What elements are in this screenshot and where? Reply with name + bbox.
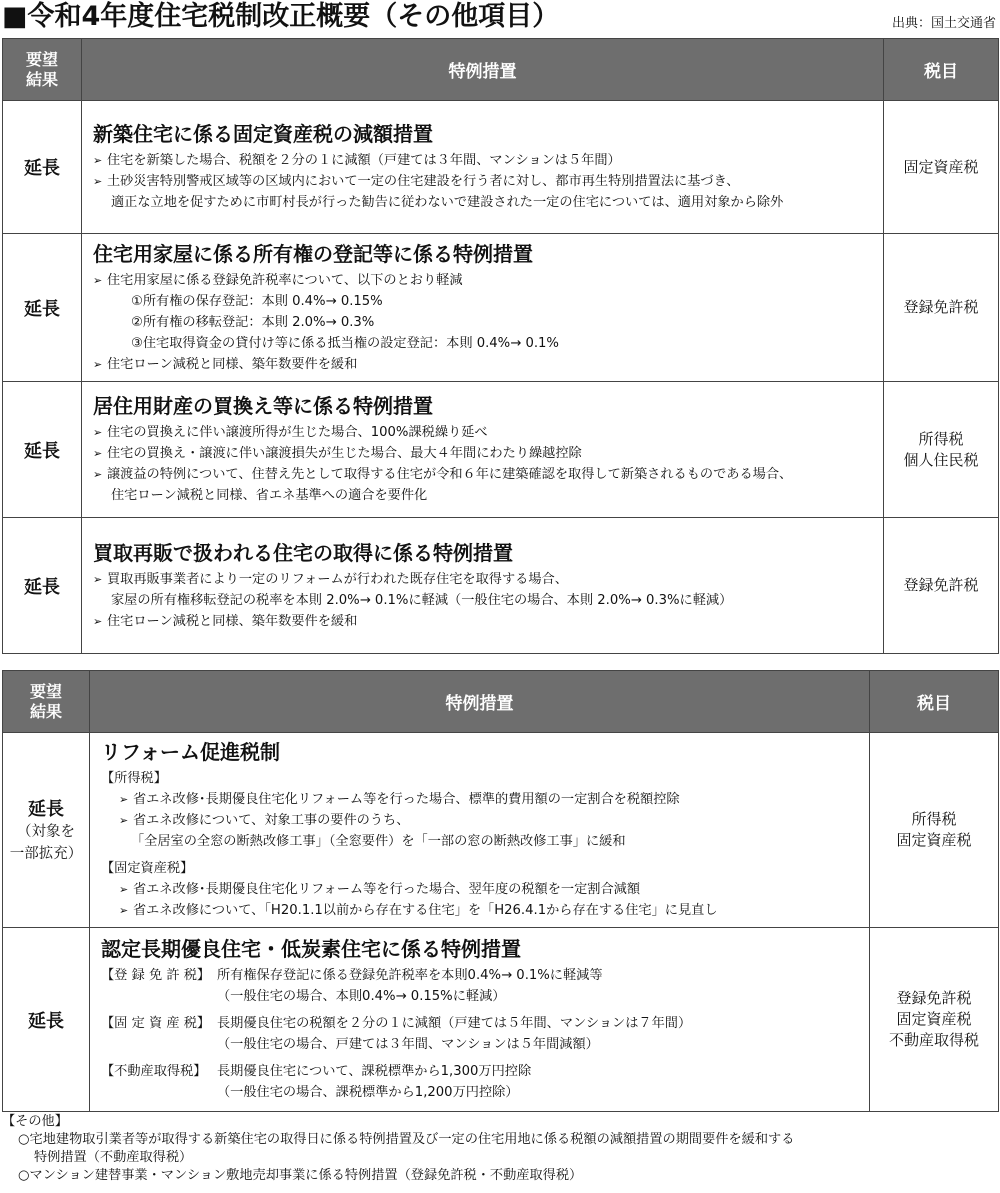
arrow-bullet-icon: ➢ bbox=[119, 904, 129, 917]
measure-title: リフォーム促進税制 bbox=[101, 740, 280, 764]
measure-title: 居住用財産の買換え等に係る特例措置 bbox=[93, 394, 433, 418]
page-title: ■令和4年度住宅税制改正概要（その他項目） bbox=[2, 1, 560, 32]
source-credit: 出典：国土交通省 bbox=[891, 16, 996, 31]
section-tag: 【所得税】 bbox=[101, 771, 167, 786]
measure-cell bbox=[82, 101, 884, 234]
tax-item-tag: 【不動産取得税】 bbox=[101, 1064, 207, 1079]
arrow-bullet-icon: ➢ bbox=[93, 154, 103, 167]
table-other-measures bbox=[2, 670, 999, 1112]
bullet-line: ➢ 住宅の買換え・譲渡に伴い譲渡損失が生じた場合、最大４年間にわたり繰越控除 bbox=[93, 443, 877, 464]
tax-cell: 登録免許税 固定資産税 不動産取得税 bbox=[870, 928, 999, 1112]
table-row bbox=[3, 733, 999, 928]
header-result: 要望 結果 bbox=[3, 671, 90, 733]
result-cell: 延長 bbox=[3, 101, 82, 234]
bullet-line: ➢ 住宅を新築した場合、税額を２分の１に減額（戸建ては３年間、マンションは５年間） bbox=[93, 150, 877, 171]
result-cell: 延長 bbox=[3, 518, 82, 654]
bullet-line: ➢ 省エネ改修について、対象工事の要件のうち、 bbox=[101, 810, 863, 831]
continuation-line: 「全居室の全窓の断熱改修工事」（全窓要件）を「一部の窓の断熱改修工事」に緩和 bbox=[131, 834, 626, 849]
arrow-bullet-icon: ➢ bbox=[119, 814, 129, 827]
result-note: （対象を 一部拡充） bbox=[9, 824, 83, 862]
bullet-line: ➢ 省エネ改修･長期優良住宅化リフォーム等を行った場合、翌年度の税額を一定割合減額 bbox=[101, 879, 863, 900]
sub-line: ③住宅取得資金の貸付け等に係る抵当権の設定登記：本則 0.4%→ 0.1% bbox=[131, 335, 559, 351]
arrow-bullet-icon: ➢ bbox=[93, 572, 103, 586]
arrow-bullet-icon: ➢ bbox=[93, 468, 103, 481]
arrow-bullet-icon: ➢ bbox=[93, 614, 103, 628]
table-header-row bbox=[3, 671, 999, 733]
sub-line: ②所有権の移転登記：本則 2.0%→ 0.3% bbox=[131, 314, 375, 330]
continuation-line: 住宅ローン減税と同様、省エネ基準への適合を要件化 bbox=[111, 488, 428, 503]
measure-cell bbox=[82, 234, 884, 382]
table-main-measures bbox=[2, 38, 999, 654]
section-tag: 【固定資産税】 bbox=[101, 861, 194, 876]
title-bar bbox=[2, 0, 998, 36]
tax-cell: 登録免許税 bbox=[884, 518, 999, 654]
tax-cell: 固定資産税 bbox=[884, 101, 999, 234]
result-cell: 延長 bbox=[3, 928, 90, 1112]
table-row bbox=[3, 101, 999, 234]
other-section bbox=[2, 1113, 998, 1185]
tax-item-tag: 【固 定 資 産 税】 bbox=[101, 1016, 211, 1031]
tax-item-note: （一般住宅の場合、課税標準から1,200万円控除） bbox=[217, 1085, 519, 1100]
result-cell bbox=[3, 733, 90, 928]
tax-item-note: （一般住宅の場合、戸建ては３年間、マンションは５年間減額） bbox=[217, 1037, 599, 1052]
tax-cell: 所得税 個人住民税 bbox=[884, 382, 999, 518]
table-row bbox=[3, 234, 999, 382]
header-tax: 税目 bbox=[870, 671, 999, 733]
arrow-bullet-icon: ➢ bbox=[119, 883, 129, 896]
bullet-line: ➢ 譲渡益の特例について、住替え先として取得する住宅が令和６年に建築確認を取得して新築されるものである場合、 bbox=[93, 464, 877, 485]
other-line: ○宅地建物取引業者等が取得する新築住宅の取得日に係る特例措置及び一定の住宅用地に係る税額の減額措置の期間要件を緩和する bbox=[18, 1132, 795, 1147]
result-label: 延長 bbox=[28, 799, 64, 820]
result-cell: 延長 bbox=[3, 234, 82, 382]
other-line: ○マンション建替事業・マンション敷地売却事業に係る特例措置（登録免許税・不動産取得税） bbox=[18, 1168, 583, 1183]
header-measure: 特例措置 bbox=[82, 39, 884, 101]
bullet-line: ➢ 住宅ローン減税と同様、築年数要件を緩和 bbox=[93, 611, 877, 632]
measure-cell bbox=[90, 733, 870, 928]
measure-cell bbox=[82, 518, 884, 654]
measure-cell bbox=[90, 928, 870, 1112]
result-cell: 延長 bbox=[3, 382, 82, 518]
table-row bbox=[3, 518, 999, 654]
sub-line: ①所有権の保存登記：本則 0.4%→ 0.15% bbox=[131, 293, 383, 309]
header-tax: 税目 bbox=[884, 39, 999, 101]
measure-cell bbox=[82, 382, 884, 518]
header-measure: 特例措置 bbox=[90, 671, 870, 733]
continuation-line: 家屋の所有権移転登記の税率を本則 2.0%→ 0.1%に軽減（一般住宅の場合、本則 2.0%→ 0.3%に軽減） bbox=[111, 592, 733, 608]
bullet-line: ➢ 省エネ改修について、「H20.1.1以前から存在する住宅」を「H26.4.1から存在する住宅」に見直し bbox=[101, 900, 863, 921]
bullet-line: ➢ 省エネ改修･長期優良住宅化リフォーム等を行った場合、標準的費用額の一定割合を税額控除 bbox=[101, 789, 863, 810]
measure-title: 認定長期優良住宅・低炭素住宅に係る特例措置 bbox=[101, 937, 521, 961]
tax-item: 【不動産取得税】 長期優良住宅について、課税標準から1,300万円控除 bbox=[101, 1061, 863, 1082]
table-row bbox=[3, 382, 999, 518]
bullet-line: ➢ 住宅ローン減税と同様、築年数要件を緩和 bbox=[93, 354, 877, 375]
tax-item: 【登 録 免 許 税】 所有権保存登記に係る登録免許税率を本則0.4%→ 0.1%に軽減等 bbox=[101, 965, 863, 986]
measure-title: 買取再販で扱われる住宅の取得に係る特例措置 bbox=[93, 540, 513, 565]
tax-item-note: （一般住宅の場合、本則0.4%→ 0.15%に軽減） bbox=[217, 989, 506, 1004]
bullet-line: ➢ 住宅用家屋に係る登録免許税率について、以下のとおり軽減 bbox=[93, 270, 877, 291]
tax-cell: 登録免許税 bbox=[884, 234, 999, 382]
bullet-line: ➢ 買取再販事業者により一定のリフォームが行われた既存住宅を取得する場合、 bbox=[93, 569, 877, 590]
arrow-bullet-icon: ➢ bbox=[93, 357, 103, 371]
bullet-line: ➢ 土砂災害特別警戒区域等の区域内において一定の住宅建設を行う者に対し、都市再生特別措置法に基づき、 bbox=[93, 171, 877, 192]
continuation-line: 適正な立地を促すために市町村長が行った勧告に従わないで建設された一定の住宅については、適用対象から除外 bbox=[111, 195, 784, 210]
tax-item-tag: 【登 録 免 許 税】 bbox=[101, 968, 211, 983]
other-line: 特例措置（不動産取得税） bbox=[34, 1150, 193, 1165]
arrow-bullet-icon: ➢ bbox=[93, 426, 103, 439]
arrow-bullet-icon: ➢ bbox=[93, 175, 103, 188]
table-row bbox=[3, 928, 999, 1112]
other-heading: 【その他】 bbox=[2, 1114, 68, 1129]
table-header-row bbox=[3, 39, 999, 101]
arrow-bullet-icon: ➢ bbox=[119, 793, 129, 806]
measure-title: 住宅用家屋に係る所有権の登記等に係る特例措置 bbox=[93, 241, 533, 266]
header-result: 要望 結果 bbox=[3, 39, 82, 101]
bullet-line: ➢ 住宅の買換えに伴い譲渡所得が生じた場合、100%課税繰り延べ bbox=[93, 422, 877, 443]
tax-cell: 所得税 固定資産税 bbox=[870, 733, 999, 928]
tax-item: 【固 定 資 産 税】 長期優良住宅の税額を２分の１に減額（戸建ては５年間、マンションは７年間） bbox=[101, 1013, 863, 1034]
arrow-bullet-icon: ➢ bbox=[93, 273, 103, 287]
measure-title: 新築住宅に係る固定資産税の減額措置 bbox=[93, 122, 433, 146]
arrow-bullet-icon: ➢ bbox=[93, 447, 103, 460]
